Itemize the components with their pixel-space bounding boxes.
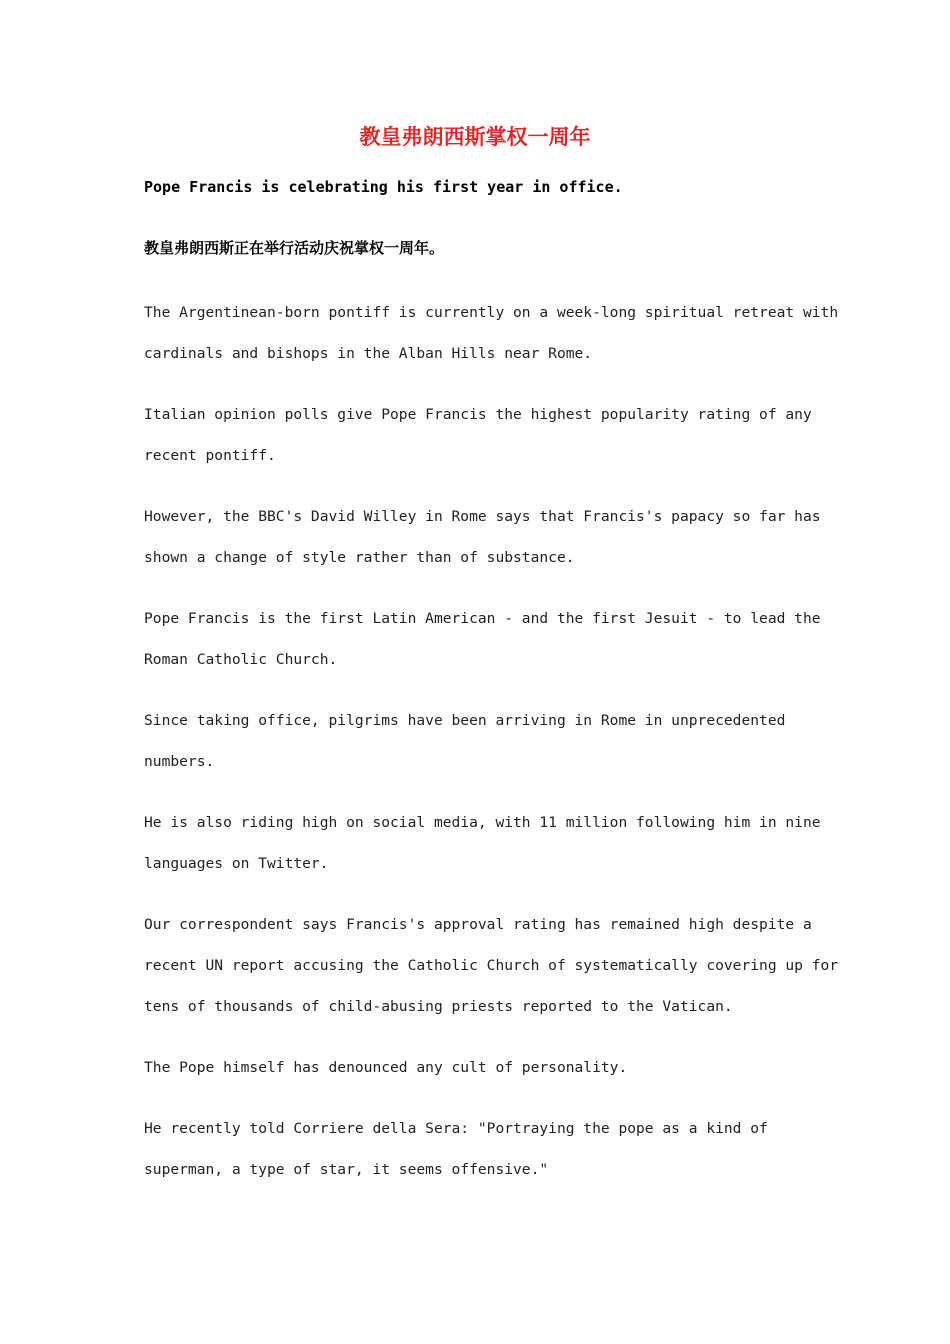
paragraph-line: The Pope himself has denounced any cult of personality. [144, 1059, 628, 1076]
paragraph-line: recent UN report accusing the Catholic Church of systematically covering up for [144, 957, 839, 974]
paragraph-line: Our correspondent says Francis's approval rating has remained high despite a [144, 916, 812, 933]
lead-sentence-chinese: 教皇弗朗西斯正在举行活动庆祝掌权一周年。 [144, 239, 445, 257]
article-paragraph [144, 904, 839, 1027]
paragraph-line: Since taking office, pilgrims have been arriving in Rome in unprecedented [144, 712, 786, 729]
paragraph-line: He recently told Corriere della Sera: "Portraying the pope as a kind of [144, 1120, 768, 1137]
article-body [144, 292, 839, 1210]
article-paragraph [144, 496, 821, 578]
article-paragraph [144, 598, 821, 680]
paragraph-line: cardinals and bishops in the Alban Hills near Rome. [144, 345, 593, 362]
page-title: 教皇弗朗西斯掌权一周年 [359, 125, 591, 149]
lead-sentence-english: Pope Francis is celebrating his first year in office. [144, 178, 623, 196]
article-paragraph [144, 700, 814, 782]
paragraph-line: numbers. [144, 753, 215, 770]
article-paragraph [144, 292, 839, 374]
paragraph-line: Pope Francis is the first Latin American - and the first Jesuit - to lead the [144, 610, 821, 627]
article-paragraph [144, 1108, 814, 1190]
article-paragraph [144, 1047, 814, 1088]
paragraph-line: shown a change of style rather than of substance. [144, 549, 575, 566]
article-paragraph [144, 394, 814, 476]
paragraph-line: recent pontiff. [144, 447, 276, 464]
article-paragraph [144, 802, 821, 884]
paragraph-line: languages on Twitter. [144, 855, 329, 872]
paragraph-line: tens of thousands of child-abusing priests reported to the Vatican. [144, 998, 733, 1015]
paragraph-line: However, the BBC's David Willey in Rome says that Francis's papacy so far has [144, 508, 821, 525]
paragraph-line: Roman Catholic Church. [144, 651, 338, 668]
paragraph-line: superman, a type of star, it seems offensive." [144, 1161, 549, 1178]
paragraph-line: He is also riding high on social media, with 11 million following him in nine [144, 814, 821, 831]
paragraph-line: The Argentinean-born pontiff is currently on a week-long spiritual retreat with [144, 304, 839, 321]
paragraph-line: Italian opinion polls give Pope Francis the highest popularity rating of any [144, 406, 812, 423]
